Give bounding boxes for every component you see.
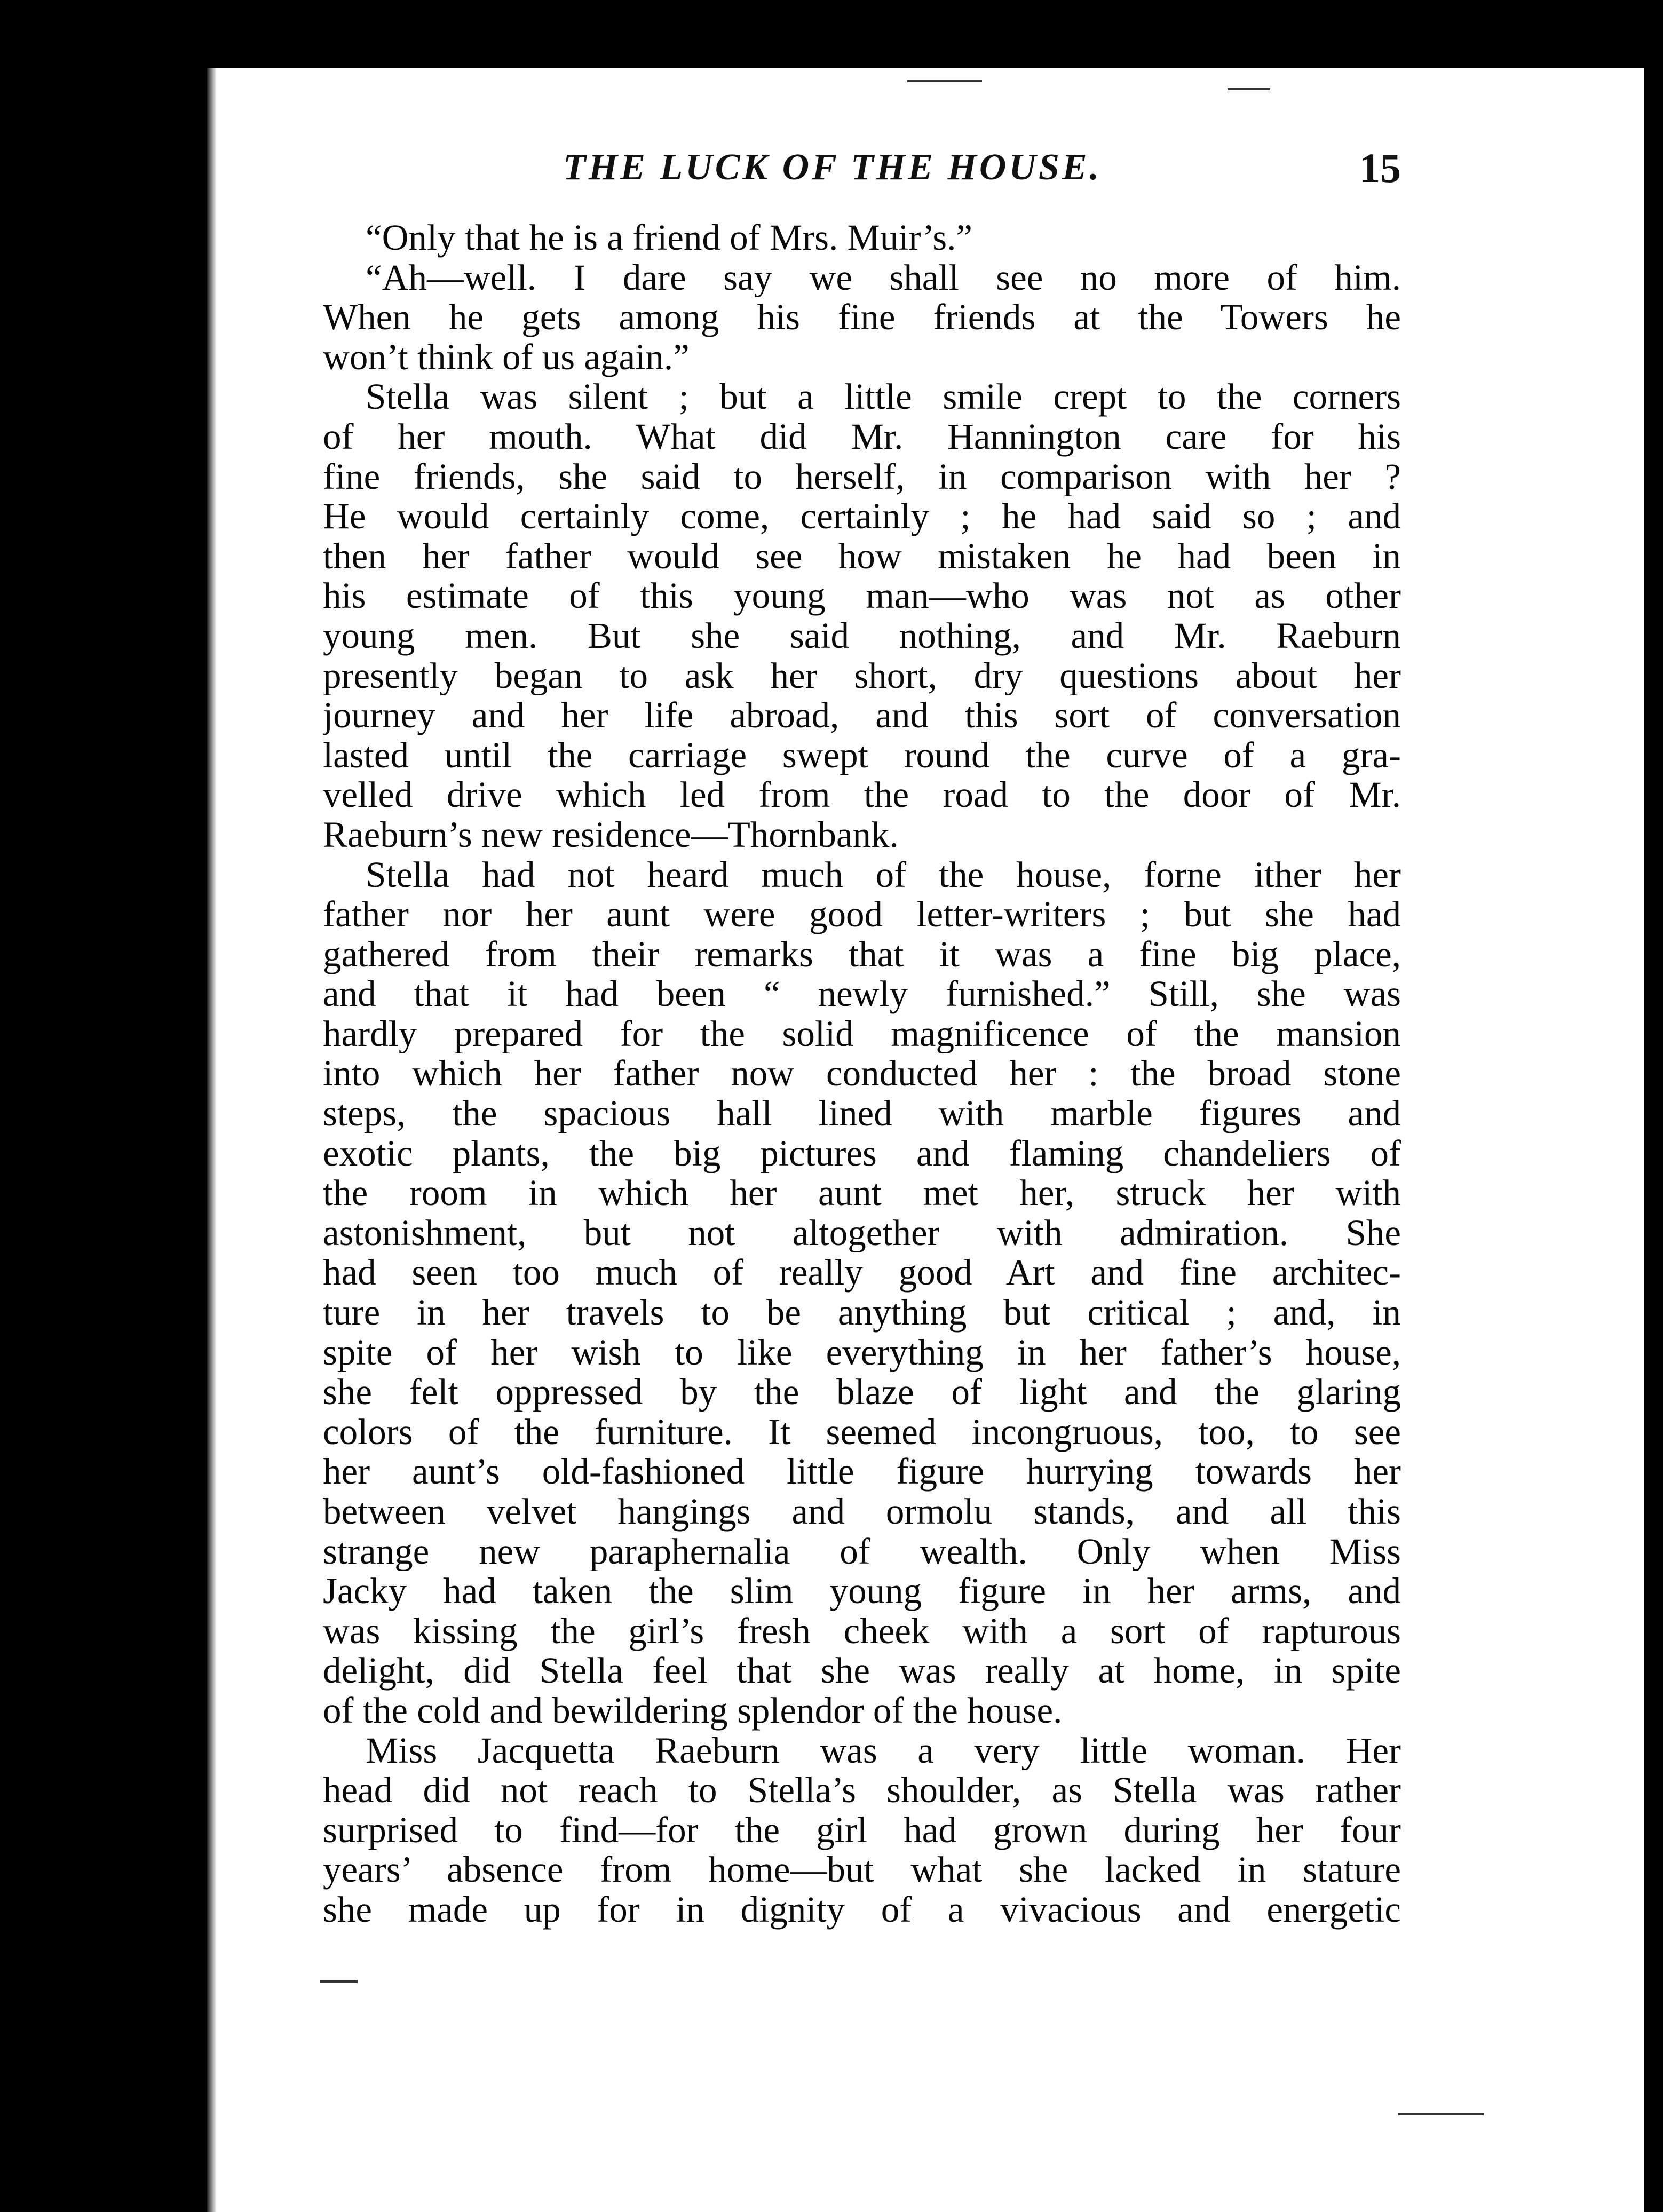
scan-artifact <box>1398 2113 1484 2115</box>
text-line: head did not reach to Stella’s shoulder, as Stella was rather <box>323 1770 1401 1810</box>
text-line: the room in which her aunt met her, struck her with <box>323 1173 1401 1213</box>
text-line: Miss Jacquetta Raeburn was a very little woman. Her <box>366 1730 1401 1771</box>
running-title: THE LUCK OF THE HOUSE. <box>563 147 1102 188</box>
text-line: then her father would see how mistaken he had been in <box>323 536 1401 576</box>
text-line: spite of her wish to like everything in her father’s house, <box>323 1332 1401 1373</box>
text-line: journey and her life abroad, and this sort of conversation <box>323 695 1401 735</box>
text-line: into which her father now conducted her : the broad stone <box>323 1053 1401 1094</box>
text-line: of her mouth. What did Mr. Hannington care for his <box>323 416 1401 457</box>
body-text <box>323 218 1401 1930</box>
text-line: hardly prepared for the solid magnificence of the mansion <box>323 1013 1401 1054</box>
text-line: Raeburn’s new residence—Thornbank. <box>323 814 899 855</box>
page-right-edge <box>1644 68 1663 2212</box>
text-line: “Ah—well. I dare say we shall see no more of him. <box>366 257 1401 298</box>
text-line: between velvet hangings and ormolu stands, and all this <box>323 1492 1401 1532</box>
text-line: When he gets among his fine friends at the Towers he <box>323 297 1401 337</box>
page-header <box>323 143 1401 202</box>
text-line: velled drive which led from the road to the door of Mr. <box>323 775 1401 815</box>
text-line: lasted until the carriage swept round the curve of a gra- <box>323 735 1401 775</box>
scan-artifact <box>1228 88 1270 90</box>
text-line: father nor her aunt were good letter-writers ; but she had <box>323 894 1401 934</box>
text-line: Stella had not heard much of the house, forne ither her <box>366 854 1401 895</box>
text-line: delight, did Stella feel that she was really at home, in spite <box>323 1651 1401 1691</box>
scan-artifact <box>320 1980 358 1983</box>
text-line: and that it had been “ newly furnished.” Still, she was <box>323 974 1401 1014</box>
binding-shadow <box>207 68 217 2212</box>
text-line: her aunt’s old-fashioned little figure hurrying towards her <box>323 1452 1401 1492</box>
text-line: He would certainly come, certainly ; he had said so ; and <box>323 496 1401 536</box>
text-line: won’t think of us again.” <box>323 337 690 377</box>
text-line: gathered from their remarks that it was a fine big place, <box>323 934 1401 974</box>
text-line: fine friends, she said to herself, in comparison with her ? <box>323 456 1401 497</box>
text-line: steps, the spacious hall lined with marble figures and <box>323 1093 1401 1133</box>
text-line: she felt oppressed by the blaze of light and the glaring <box>323 1372 1401 1412</box>
text-line: Jacky had taken the slim young figure in her arms, and <box>323 1571 1401 1611</box>
text-line: colors of the furniture. It seemed incongruous, too, to see <box>323 1412 1401 1452</box>
text-line: exotic plants, the big pictures and flaming chandeliers of <box>323 1133 1401 1174</box>
page-number: 15 <box>1359 145 1401 191</box>
text-line: young men. But she said nothing, and Mr. Raeburn <box>323 615 1401 656</box>
text-line: astonishment, but not altogether with admiration. She <box>323 1212 1401 1253</box>
text-line: she made up for in dignity of a vivacious and energetic <box>323 1889 1401 1930</box>
text-line: his estimate of this young man—who was not as other <box>323 576 1401 616</box>
text-line: surprised to find—for the girl had grown during her four <box>323 1810 1401 1850</box>
text-line: of the cold and bewildering splendor of the house. <box>323 1690 1063 1731</box>
text-line: years’ absence from home—but what she lacked in stature <box>323 1850 1401 1890</box>
text-line: Stella was silent ; but a little smile crept to the corners <box>366 377 1401 417</box>
text-line: had seen too much of really good Art and fine architec- <box>323 1252 1401 1293</box>
text-line: presently began to ask her short, dry questions about her <box>323 655 1401 696</box>
scan-artifact <box>907 80 982 82</box>
text-line: was kissing the girl’s fresh cheek with a sort of rapturous <box>323 1611 1401 1651</box>
text-line: strange new paraphernalia of wealth. Only when Miss <box>323 1531 1401 1572</box>
page-binding-edge <box>159 68 207 2212</box>
text-line: ture in her travels to be anything but critical ; and, in <box>323 1293 1401 1333</box>
text-line: “Only that he is a friend of Mrs. Muir’s.” <box>366 218 972 258</box>
